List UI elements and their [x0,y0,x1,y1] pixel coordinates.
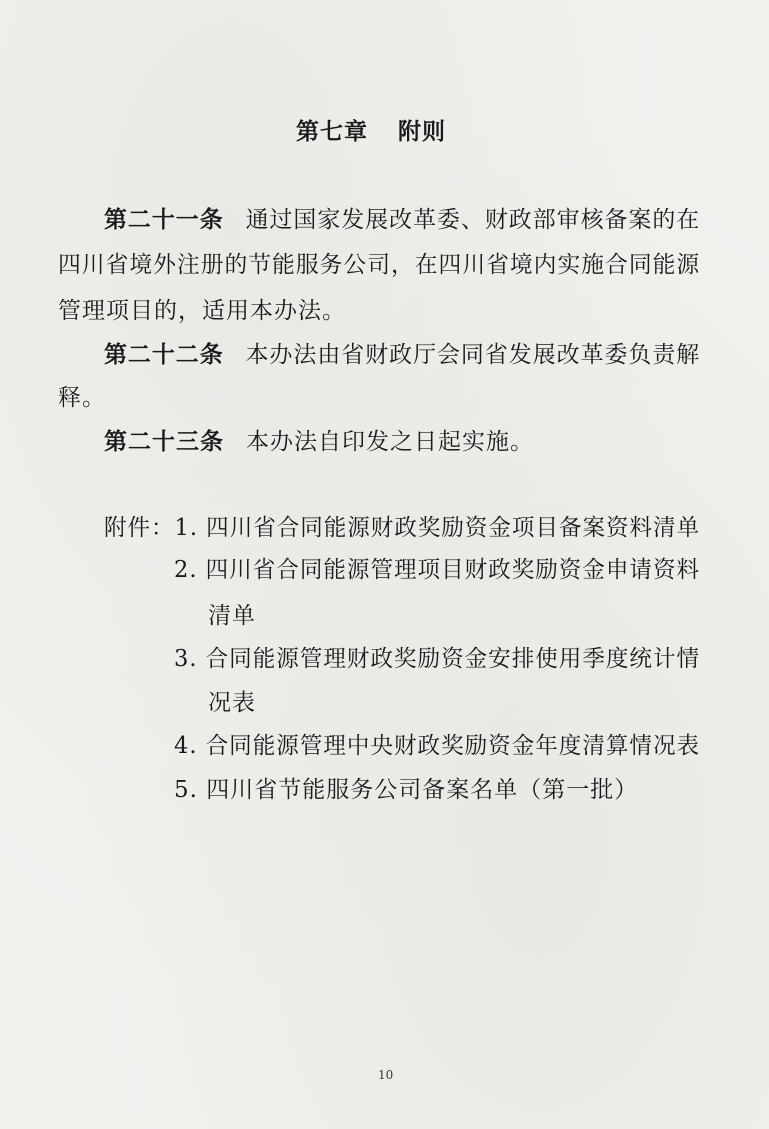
article-22-label: 第二十二条 [104,342,224,368]
attachment-item-5: 5. 四川省节能服务公司备案名单（第一批） [174,777,639,803]
attachment-item-1 [104,513,700,543]
article-21-text-1: 通过国家发展改革委、财政部审核备案的在 [245,207,701,233]
attachments-label: 附件： [104,515,175,541]
chapter-heading [296,117,446,147]
article-21-line-3: 管理项目的，适用本办法。 [58,298,346,324]
article-21-line-2: 四川省境外注册的节能服务公司，在四川省境内实施合同能源 [58,252,701,278]
article-23-text-1: 本办法自印发之日起实施。 [246,429,534,455]
attachment-1-text: 1. 四川省合同能源财政奖励资金项目备案资料清单 [174,515,701,541]
article-22-text-1: 本办法由省财政厅会同省发展改革委负责解 [245,342,701,368]
article-21-label: 第二十一条 [104,207,224,233]
attachment-item-3-cont: 况表 [208,690,256,716]
page-number: 10 [378,1068,394,1082]
article-22-line-1 [104,340,700,370]
chapter-label: 第七章 [296,119,368,145]
attachment-item-2: 2. 四川省合同能源管理项目财政奖励资金申请资料 [174,557,701,583]
article-23-label: 第二十三条 [104,429,224,455]
attachment-item-2-cont: 清单 [208,603,256,629]
article-21-line-1 [104,205,700,235]
article-23-line-1 [104,427,534,457]
attachment-item-4: 4. 合同能源管理中央财政奖励资金年度清算情况表 [174,733,701,759]
article-22-line-2: 释。 [58,385,106,411]
chapter-title: 附则 [398,119,446,145]
attachment-item-3: 3. 合同能源管理财政奖励资金安排使用季度统计情 [174,646,701,672]
